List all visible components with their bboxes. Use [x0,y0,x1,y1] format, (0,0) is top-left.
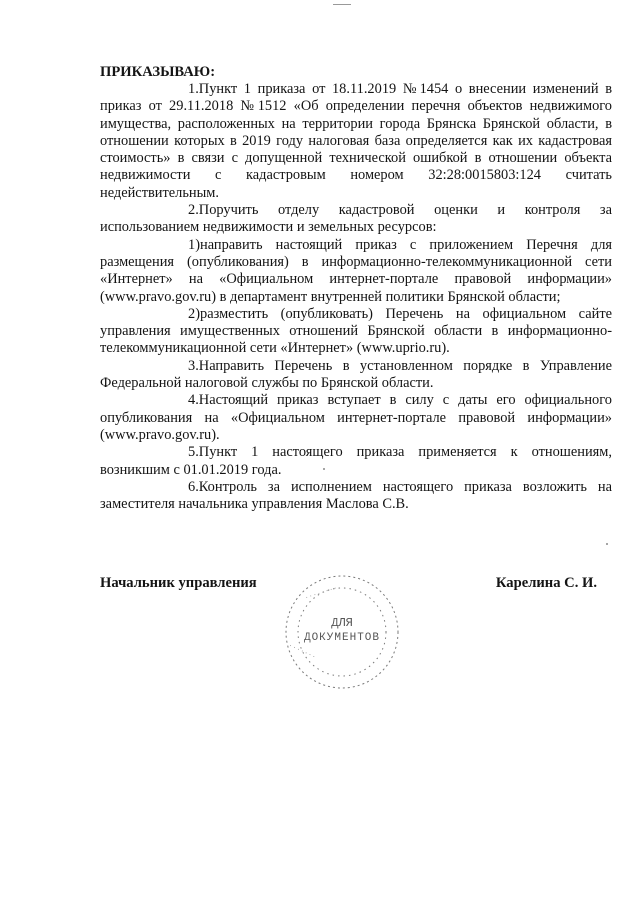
item-text: Направить Перечень в установленном порядке в Управление Федеральной налоговой службы по Брянской области. [100,357,612,392]
item-number: 4. [188,392,199,409]
item-number: 2) [188,305,200,322]
order-item-1 [100,81,612,202]
item-text: Настоящий приказ вступает в силу с даты его официального опубликования на «Официальном интернет-портале правовой информации» (www.pravo.gov.ru). [100,392,612,443]
order-item-5 [100,444,612,479]
item-text: Контроль за исполнением настоящего приказа возложить на заместителя начальника управления Маслова С.В. [100,478,612,513]
item-number: 1) [188,236,200,253]
signatory-name: Карелина С. И. [495,575,597,591]
item-text: направить настоящий приказ с приложением Перечня для размещения (опубликования) в информационно-телекоммуникационной сети «Интернет» на «Официальном интернет-портале правовой информации» (www.pravo.gov.ru) в департамент внутренней политики Брянской области; [100,236,612,305]
order-item-4 [100,392,612,444]
document-body [100,63,612,513]
order-item-6 [100,479,612,514]
order-heading: ПРИКАЗЫВАЮ: [100,64,216,80]
item-text: разместить (опубликовать) Перечень на официальном сайте управления имущественных отношений Брянской области в информационно-телекоммуникационной сети «Интернет» (www.uprio.ru). [100,305,612,357]
item-text: Пункт 1 приказа от 18.11.2019 №1454 о внесении изменений в приказ от 29.11.2018 №1512 «Об определении перечня объектов недвижимого имущества, расположенных на территории города Брянска Брянской области, в отношении которых в 2019 году налоговая база определяется как их кадастровая стоимость» в связи с допущенной технической ошибкой в отношении объекта недвижимости с кадастровым номером 32:28:0015803:124 считать недействительным. [100,81,612,201]
order-subitem-2 [100,306,612,358]
order-subitem-1 [100,237,612,306]
item-number: 6. [188,478,199,495]
order-item-3 [100,358,612,393]
item-number: 1. [188,81,199,97]
stamp-line-2: ДОКУМЕНТОВ [303,632,381,644]
item-text: Пункт 1 настоящего приказа применяется к отношениям, возникшим с 01.01.2019 года. [100,444,612,478]
official-stamp-seal [270,560,420,700]
item-number: 3. [188,357,199,374]
scan-speck [606,543,608,545]
item-number: 2. [188,202,199,219]
scan-speck [323,468,325,470]
item-text: Поручить отделу кадастровой оценки и контроля за использованием недвижимости и земельных ресурсов: [100,202,612,236]
item-number: 5. [188,444,199,461]
svg-text:· · · · · · · ·: · · · · · · · · [304,584,338,602]
signatory-position: Начальник управления [100,575,257,591]
stamp-line-1: ДЛЯ [331,616,353,630]
top-edge-mark [333,4,351,5]
order-item-2 [100,202,612,237]
svg-text:· · · · · · ·: · · · · · · · [287,642,317,661]
